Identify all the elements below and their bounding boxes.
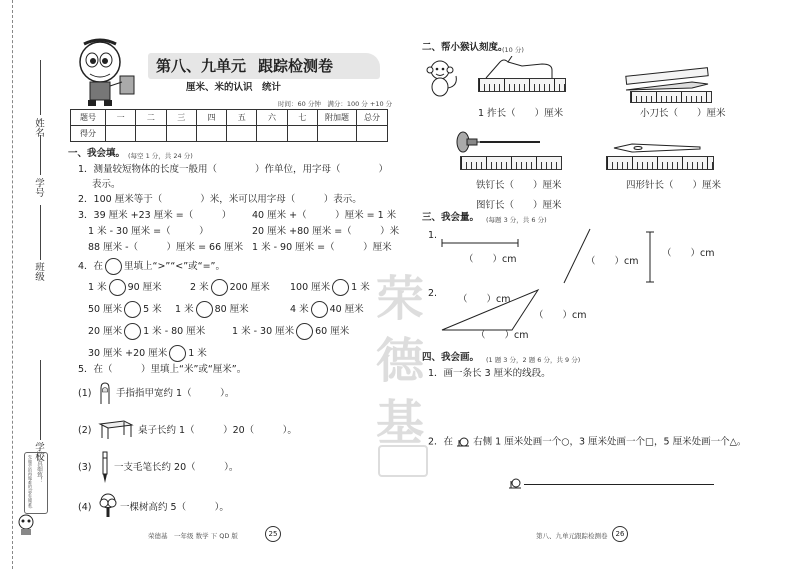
- section3-score: (每题 3 分，共 6 分): [486, 216, 547, 224]
- page-number-right: 26: [612, 526, 628, 542]
- snail-icon: [456, 436, 470, 448]
- q5-item-label: (2): [78, 425, 92, 436]
- compare-circle[interactable]: [109, 279, 126, 296]
- q3-a: 3．39 厘米 +23 厘米 =（ ）: [78, 210, 232, 221]
- snail-icon: [508, 476, 522, 490]
- s4-q1: 1．画一条长 3 厘米的线段。: [428, 368, 551, 379]
- score-table: [70, 109, 388, 142]
- compare-circle[interactable]: [169, 345, 186, 362]
- compare-circle[interactable]: [211, 279, 228, 296]
- segment-horizontal: [440, 238, 520, 248]
- section4-heading: 四、我会画。: [422, 352, 480, 363]
- footer-right-text: 第八、九单元跟踪检测卷: [536, 532, 608, 540]
- s3-q1-label: 1.: [428, 230, 438, 241]
- table-row: 得分: [71, 126, 388, 142]
- label-knife: 小刀长（ ）厘米: [640, 108, 726, 119]
- subtitle: 厘米、米的认识 统计: [186, 82, 282, 93]
- page-number-left: 25: [265, 526, 281, 542]
- q3-b: 40 厘米 +（ ）厘米 = 1 米: [252, 210, 397, 221]
- q4-row3b: 1 米 - 30 厘米 60 厘米: [232, 323, 349, 340]
- table-desk-icon: [98, 418, 134, 440]
- binding-sidebar: [0, 0, 55, 569]
- q4-row2: 50 厘米 5 米: [88, 301, 162, 318]
- q4-text: 4．在 里填上“>”“<”或“=”。: [78, 258, 225, 275]
- q4-row2b: 1 米 80 厘米: [175, 301, 249, 318]
- s3-answer-cm: （ ）cm: [586, 256, 639, 267]
- q5-text: 5．在（ ）里填上“米”或“厘米”。: [78, 364, 247, 375]
- ruler-knife: [630, 91, 712, 103]
- blank-circle[interactable]: [105, 258, 122, 275]
- watermark-seal: [378, 445, 428, 477]
- ruler-hand: [478, 78, 566, 92]
- q3-f: 1 米 - 90 厘米 =（ ）厘米: [252, 242, 392, 253]
- q1-text-cont: 表示。: [92, 179, 121, 190]
- segment-vertical: [645, 230, 655, 284]
- fingernail-icon: [98, 382, 112, 404]
- compare-circle[interactable]: [124, 301, 141, 318]
- slogan-box: 认真细致！ 先做会的再做难的(要先做难): [24, 452, 48, 514]
- footer-left-text: 荣德基 一年级 数学 下 QD 版: [148, 532, 238, 540]
- q3-c: 1 米 - 30 厘米 =（ ）: [88, 226, 209, 237]
- q4-row4: 30 厘米 +20 厘米 1 米: [88, 345, 207, 362]
- watermark: 荣 德 基: [375, 271, 424, 451]
- s3-answer-cm: （ ）cm: [662, 248, 715, 259]
- sidebar-studentno-label: 学号: [33, 178, 44, 197]
- q2-text: 2．100 厘米等于（ ）米，米可以用字母（ ）表示。: [78, 194, 362, 205]
- q5-item-label: (1): [78, 388, 92, 399]
- needle-icon: [612, 140, 702, 156]
- compare-circle[interactable]: [311, 301, 328, 318]
- q5-item1: 手指指甲宽约 1（ ）。: [116, 388, 235, 399]
- section3-heading: 三、我会量。: [422, 212, 480, 223]
- compare-circle[interactable]: [124, 323, 141, 340]
- q4-row1c: 100 厘米 1 米: [290, 279, 370, 296]
- q5-item2: 桌子长约 1（ ）20（ ）。: [138, 425, 297, 436]
- s3-answer-cm: （ ）cm: [458, 294, 511, 305]
- q3-d: 20 厘米 +80 厘米 =（ ）米: [252, 226, 400, 237]
- q4-row3: 20 厘米 1 米 - 80 厘米: [88, 323, 205, 340]
- q5-item-label: (4): [78, 502, 92, 513]
- q5-item-label: (3): [78, 462, 92, 473]
- section1-heading: 一、我会填。: [68, 148, 126, 159]
- draw-baseline[interactable]: [524, 484, 714, 485]
- q4-row2c: 4 米 40 厘米: [290, 301, 364, 318]
- q5-item4: 一棵树高约 5（ ）。: [120, 502, 229, 513]
- exam-meta: 时间：60 分钟 满分：100 分 +10 分: [278, 100, 393, 108]
- tree-icon: [98, 492, 118, 518]
- brush-pen-icon: [98, 450, 112, 484]
- section2-score: (10 分): [502, 46, 524, 54]
- sidebar-name-label: 姓名: [33, 118, 44, 137]
- nail-icon: [480, 141, 540, 143]
- label-thumbtack: 图钉长（ ）厘米: [476, 200, 562, 211]
- sidebar-school-label: 学校: [33, 442, 44, 461]
- q4-row1: 1 米 90 厘米: [88, 279, 162, 296]
- q4-row1b: 2 米 200 厘米: [190, 279, 270, 296]
- section2-heading: 二、帮小猴认刻度。: [422, 42, 508, 53]
- section4-score: (1 题 3 分，2 题 6 分，共 9 分): [486, 356, 581, 364]
- compare-circle[interactable]: [196, 301, 213, 318]
- label-nail: 铁钉长（ ）厘米: [476, 180, 562, 191]
- s4-q2: 2．在 右侧 1 厘米处画一个○，3 厘米处画一个□，5 厘米处画一个△。: [428, 436, 747, 448]
- s3-answer-cm: （ ）cm: [534, 310, 587, 321]
- hand-icon: [482, 56, 556, 80]
- title-main: 跟踪检测卷: [258, 57, 334, 75]
- q5-item3: 一支毛笔长约 20（ ）。: [114, 462, 239, 473]
- s3-answer-cm: （ ）cm: [464, 254, 517, 265]
- mascot-small-icon: [14, 512, 38, 536]
- ruler-needle: [606, 156, 714, 170]
- label-hand-span: 1 拃长（ ）厘米: [478, 108, 564, 119]
- label-needle: 四形针长（ ）厘米: [626, 180, 722, 191]
- ruler-nail: [460, 156, 562, 170]
- s3-answer-cm: （ ）cm: [476, 330, 529, 341]
- sidebar-class-label: 班级: [33, 262, 44, 281]
- monkey-icon: [424, 58, 460, 98]
- compare-circle[interactable]: [332, 279, 349, 296]
- s3-q2-label: 2.: [428, 288, 438, 299]
- mascot-icon: [70, 36, 142, 108]
- q3-e: 88 厘米 -（ ）厘米 = 66 厘米: [88, 242, 244, 253]
- title-unit: 第八、九单元: [156, 57, 247, 75]
- q1-text: 1．测量较短物体的长度一般用（ ）作单位，用字母（ ）: [78, 164, 389, 175]
- section1-score: (每空 1 分，共 24 分): [128, 152, 193, 160]
- table-row: 题号 一 二 三 四 五 六 七 附加题 总分: [71, 110, 388, 126]
- compare-circle[interactable]: [296, 323, 313, 340]
